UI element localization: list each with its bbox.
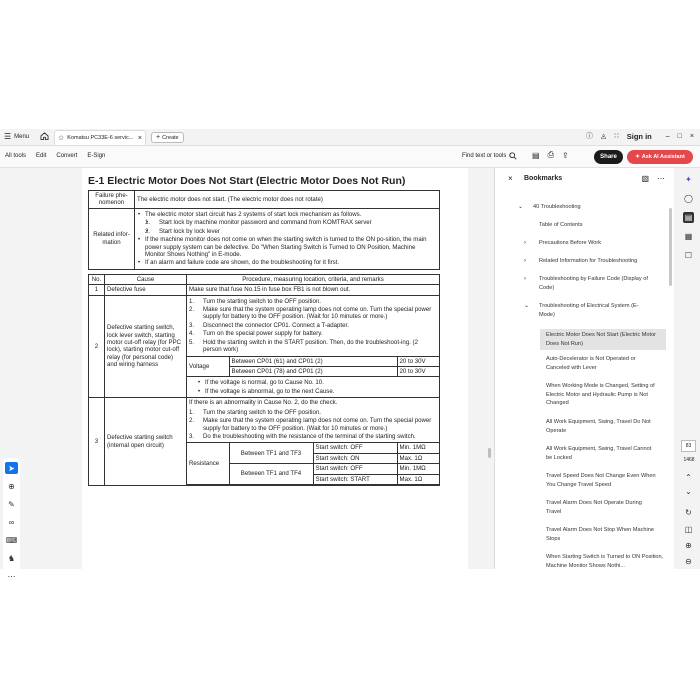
list-item: [189, 306, 437, 321]
more-options-icon[interactable]: ⋯: [657, 174, 665, 183]
table-row: [187, 443, 439, 453]
voltage-between: Between CP01 (78) and CP01 (2): [229, 367, 397, 377]
switch-state: Start switch: START: [313, 474, 397, 484]
voltage-table: [187, 356, 439, 378]
bookmark-item[interactable]: [546, 445, 656, 462]
right-rail: [677, 168, 700, 569]
pen-icon[interactable]: ✎: [8, 499, 15, 509]
bookmark-item[interactable]: [524, 239, 602, 248]
voltage-between: Between CP01 (61) and CP01 (2): [229, 356, 397, 366]
menu-button[interactable]: [4, 132, 29, 141]
refresh-icon[interactable]: ↻: [685, 508, 692, 517]
related-label: Related infor- mation: [89, 208, 135, 269]
sign-in-button[interactable]: Sign in: [626, 131, 652, 141]
pdf-page: [82, 168, 468, 569]
resistance-between: Between TF1 and TF4: [229, 464, 313, 485]
find-text-button[interactable]: [462, 152, 517, 160]
stamp-icon[interactable]: ♞: [7, 553, 16, 563]
related-cell: [135, 208, 440, 269]
list-item: [189, 417, 437, 432]
table-row: [89, 191, 440, 209]
select-cursor-icon[interactable]: ➤: [5, 462, 18, 474]
zoom-out-icon[interactable]: ⊖: [685, 557, 692, 566]
bookmarks-scrollbar[interactable]: [669, 208, 672, 286]
add-bookmark-icon[interactable]: ▧: [641, 174, 649, 183]
chevron-up-icon[interactable]: ⌃: [685, 473, 692, 482]
bookmark-label: Travel Alarm Does Not Operate During Travel: [546, 500, 642, 515]
col-header-no: No.: [89, 274, 105, 284]
resistance-table: [187, 442, 439, 485]
intro-text: If there is an abnormality in Cause No. 2, do the check.: [189, 399, 338, 407]
list-item: [189, 433, 437, 440]
resistance-value: Max. 1Ω: [397, 474, 439, 484]
voltage-label: Voltage: [187, 356, 229, 377]
bookmark-label: Precautions Before Work: [539, 240, 602, 246]
col-header-cause: Cause: [105, 274, 187, 284]
bookmarks-header-tools: [641, 174, 665, 183]
close-panel-icon[interactable]: ×: [508, 174, 513, 183]
doc-scrollbar[interactable]: [488, 448, 491, 458]
step-text: Turn the starting switch to the OFF position.: [203, 408, 321, 416]
close-window-icon[interactable]: ×: [689, 132, 694, 140]
step-text: Hold the starting switch in the START position. Then, do the troubleshoot-ing. (2 person work): [203, 338, 418, 354]
copy-icon[interactable]: ◫: [684, 525, 693, 534]
table-row: [89, 208, 440, 269]
switch-state: Start switch: ON: [313, 453, 397, 463]
list-item: [197, 379, 437, 386]
resistance-between: Between TF1 and TF3: [229, 443, 313, 464]
comment-icon[interactable]: ◯: [684, 194, 693, 203]
home-icon[interactable]: [40, 132, 49, 140]
list-item: [145, 219, 437, 226]
list-item: [137, 211, 437, 235]
row-no: 1: [89, 285, 105, 295]
bookmark-item[interactable]: [524, 302, 651, 319]
step-number: 3.: [189, 432, 195, 440]
failure-text: The electric motor does not start. (The electric motor does not rotate): [135, 191, 440, 209]
bookmark-item[interactable]: [546, 472, 658, 489]
tab-bar: [0, 129, 700, 146]
bookmark-label: Electric Motor Does Not Start (Electric Motor Does Not Run): [546, 332, 657, 347]
switch-state: Start switch: OFF: [313, 443, 397, 453]
voltage-value: 20 to 30V: [397, 356, 439, 366]
plus-icon: +: [156, 134, 161, 141]
list-item: [189, 298, 437, 305]
bookmark-label: All Work Equipment, Swing, Travel Cannot be Locked: [546, 446, 652, 461]
menu-label: Menu: [14, 133, 30, 140]
print-icon[interactable]: ⎙: [547, 150, 554, 159]
thumbnails-icon[interactable]: ▦: [684, 232, 693, 241]
page-total: 1468: [683, 457, 695, 463]
bookmark-item[interactable]: [539, 221, 583, 230]
menu-convert[interactable]: Convert: [56, 153, 78, 159]
ai-sparkle-icon: ✦: [635, 154, 640, 160]
resistance-value: Min. 1MΩ: [397, 443, 439, 453]
row-no: 3: [89, 398, 105, 486]
search-icon: [509, 152, 517, 160]
step-text: Turn the starting switch to the OFF position.: [203, 297, 321, 305]
list-item: [137, 259, 437, 266]
row-cause: Defective starting switch (internal open circuit): [105, 398, 187, 486]
bookmark-label: When Working Mode is Changed, Setting of Electric Motor and Hydraulic Pump is Not Changed: [546, 383, 655, 407]
bookmarks-panel: [494, 168, 674, 569]
voltage-value: 20 to 30V: [397, 367, 439, 377]
table-header-row: [89, 274, 440, 284]
table-row: [89, 285, 440, 295]
bookmark-label: When Starting Switch is Turned to ON Position, Machine Monitor Shows Nothi...: [546, 554, 664, 569]
step-number: 1.: [189, 408, 195, 416]
document-viewer[interactable]: [22, 168, 494, 569]
related-bullet: If an alarm and failure code are shown, do the troubleshooting for it first.: [145, 259, 340, 267]
bookmark-label: Travel Speed Does Not Change Even When You Change Travel Speed: [546, 473, 656, 488]
left-tool-rail: [0, 168, 22, 581]
hamburger-icon: ☰: [4, 132, 12, 141]
resistance-value: Min. 1MΩ: [397, 464, 439, 474]
step-text: Turn on the special power supply for battery.: [203, 330, 323, 338]
step-number: 3.: [189, 321, 195, 329]
step-text: Make sure that the system operating lamp does not come on. Turn the special power supply for battery to the OFF position. (Wait for 10 minutes or more.): [203, 306, 432, 321]
note-text: If the voltage is normal, go to Cause No. 10.: [205, 379, 324, 387]
bookmark-item[interactable]: [524, 257, 638, 266]
bookmark-label: 40 Troubleshooting: [533, 204, 581, 210]
step-text: Make sure that the system operating lamp does not come on. Turn the special power supply for battery to the OFF position. (Wait for 10 minutes or more.): [203, 417, 432, 432]
switch-state: Start switch: OFF: [313, 464, 397, 474]
bookmark-label: Related Information for Troubleshooting: [539, 258, 638, 264]
row-procedure: [187, 295, 440, 398]
bookmark-item-selected[interactable]: [540, 329, 666, 350]
bookmark-item[interactable]: [524, 275, 659, 292]
step-number: 2.: [189, 417, 195, 425]
save-icon[interactable]: ▤: [532, 150, 540, 160]
troubleshooting-table: [88, 274, 440, 486]
menu-edit[interactable]: Edit: [36, 153, 47, 159]
step-number: 1.: [189, 297, 195, 305]
chevron-down-icon[interactable]: ⌄: [524, 303, 530, 309]
step-number: • 1.: [145, 219, 151, 227]
bookmark-item[interactable]: [518, 203, 581, 212]
related-bullet: If the machine monitor does not come on when the starting switch is turned to the ON po-sition, the main power supply system can be defective. Do "When Starting Switch is Turned to ON Position, Machine Monitor Shows Nothing" in E-mode.: [145, 236, 427, 258]
chevron-right-icon[interactable]: ›: [524, 240, 526, 246]
bookmark-panel-icon[interactable]: ▤: [684, 213, 693, 222]
bookmark-label: Auto-Decelerator is Not Operated or Canceled with Lever: [546, 356, 636, 371]
bookmark-label: Travel Alarm Does Not Stop When Machine Stops: [546, 527, 654, 542]
bookmark-item[interactable]: [546, 526, 656, 543]
related-bullet: The electric motor start circuit has 2 systems of start lock mechanism as follows.: [145, 210, 362, 218]
text-box-icon[interactable]: ⌨: [5, 535, 18, 545]
help-icon[interactable]: ⓘ: [585, 133, 593, 140]
share-button[interactable]: Share: [594, 150, 623, 164]
window-controls: [586, 131, 694, 141]
annotation-tools: [3, 458, 20, 586]
bookmark-label: All Work Equipment, Swing, Travel Do Not Operate: [546, 419, 651, 434]
ai-icon[interactable]: ✦: [685, 175, 692, 184]
bookmark-item[interactable]: [546, 382, 666, 408]
page-title: E-1 Electric Motor Does Not Start (Electric Motor Does Not Run): [88, 175, 406, 187]
list-item: [197, 388, 437, 395]
step-text: Start lock by lock lever: [159, 227, 220, 235]
page-number-input[interactable]: 83: [681, 440, 696, 452]
row-no: 2: [89, 295, 105, 398]
col-header-procedure: Procedure, measuring location, criteria, and remarks: [187, 274, 440, 284]
acrobat-window: [0, 129, 700, 581]
bookmark-label: Table of Contents: [539, 222, 583, 228]
menu-esign[interactable]: E-Sign: [87, 153, 106, 159]
zoom-in-icon[interactable]: ⊕: [685, 541, 692, 550]
ai-assistant-label: Ask AI Assistant: [641, 154, 685, 160]
quick-tools: [532, 150, 569, 160]
note-text: If the voltage is abnormal, go to the next Cause.: [205, 387, 335, 395]
apps-grid-icon[interactable]: ∷: [614, 133, 619, 140]
bookmark-item[interactable]: [546, 553, 664, 570]
chevron-down-icon[interactable]: ⌄: [518, 204, 524, 210]
bookmark-label: Troubleshooting by Failure Code (Display of Code): [539, 276, 648, 291]
list-item: [145, 228, 437, 235]
share-link-icon[interactable]: ⇪: [561, 150, 569, 160]
table-row: [89, 295, 440, 398]
bookmark-item[interactable]: [546, 418, 656, 435]
tab-document[interactable]: [54, 130, 146, 145]
resistance-label: Resistance: [187, 443, 229, 485]
step-text: Do the troubleshooting with the resistance of the terminal of the starting switch.: [203, 432, 416, 440]
tab-title: Komatsu PC33E-6 servic...: [67, 135, 134, 141]
menu-all-tools[interactable]: All tools: [5, 153, 27, 159]
ai-assistant-button[interactable]: [627, 150, 693, 164]
find-label: Find text or tools: [462, 153, 507, 159]
row-procedure: [187, 398, 440, 486]
chevron-right-icon[interactable]: ›: [524, 276, 526, 282]
info-table: [88, 190, 440, 270]
table-row: [89, 398, 440, 486]
table-row: [187, 356, 439, 366]
list-item: [189, 330, 437, 337]
list-item: [189, 339, 437, 354]
bookmarks-header: [495, 168, 675, 190]
row-cause: Defective starting switch, lock lever switch, starting motor cut-off relay (for PPC lock), starting motor cut-off relay (for personal code) and wiring harness: [105, 295, 187, 398]
step-text: Start lock by machine monitor password and command from KOMTRAX server: [159, 219, 372, 227]
lasso-icon[interactable]: ∞: [8, 517, 15, 527]
zoom-icon[interactable]: ⊕: [8, 481, 15, 491]
bookmark-item[interactable]: [546, 355, 658, 372]
close-tab-icon[interactable]: ×: [137, 134, 142, 142]
star-icon[interactable]: ☆: [58, 135, 65, 142]
step-number: 2.: [189, 306, 195, 314]
maximize-icon[interactable]: □: [677, 132, 682, 140]
toolbar: [0, 146, 700, 168]
lock-icon[interactable]: ☐: [684, 251, 693, 260]
step-number: 5.: [189, 338, 195, 346]
list-item: [189, 322, 437, 329]
step-number: 4.: [189, 330, 195, 338]
top-menu: [5, 153, 105, 159]
failure-label: Failure phe- nomenon: [89, 191, 135, 209]
row-procedure: Make sure that fuse No.15 in fuse box FB1 is not blown out.: [187, 285, 440, 295]
step-text: Disconnect the connector CP01. Connect a T-adapter.: [203, 321, 349, 329]
step-number: • 2.: [145, 227, 151, 235]
chevron-right-icon[interactable]: ›: [524, 258, 526, 264]
chevron-down-icon[interactable]: ⌄: [685, 487, 692, 496]
more-tools-icon[interactable]: ⋯: [7, 571, 16, 581]
create-button[interactable]: [151, 132, 184, 143]
list-item: [137, 236, 437, 258]
bookmark-label: Troubleshooting of Electrical System (E-Mode): [539, 303, 639, 318]
minimize-icon[interactable]: –: [665, 132, 670, 140]
create-label: Create: [162, 134, 179, 141]
row-cause: Defective fuse: [105, 285, 187, 295]
bookmark-item[interactable]: [546, 499, 658, 516]
bookmarks-title: Bookmarks: [524, 175, 563, 182]
bell-icon[interactable]: ◬: [600, 133, 607, 140]
list-item: [189, 409, 437, 416]
resistance-value: Max. 1Ω: [397, 453, 439, 463]
